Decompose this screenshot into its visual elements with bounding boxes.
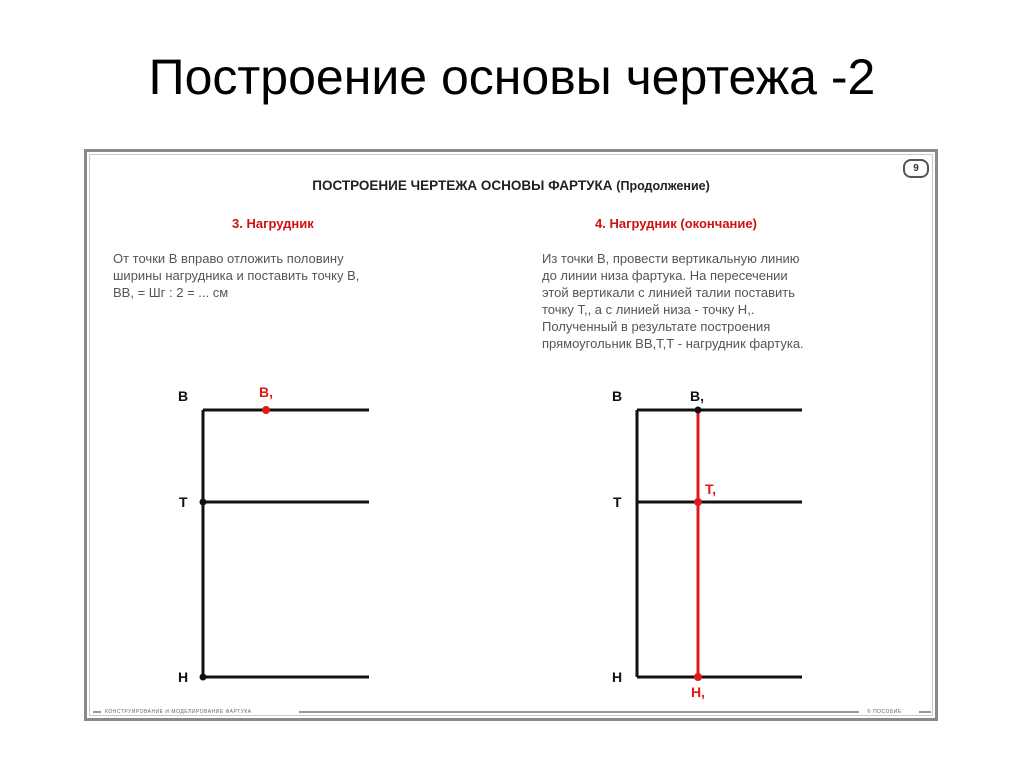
slide-title: Построение основы чертежа -2 bbox=[148, 49, 876, 105]
left-label-h: Н bbox=[178, 669, 189, 685]
right-text-line: Полученный в результате построения bbox=[542, 319, 771, 334]
right-text-line: прямоугольник ВВ,Т,Т - нагрудник фартука. bbox=[542, 336, 804, 351]
left-point-b1 bbox=[262, 406, 270, 414]
right-text-line: Из точки В, провести вертикальную линию bbox=[542, 251, 800, 266]
left-text-line: От точки В вправо отложить половину bbox=[113, 251, 344, 266]
left-label-t: Т bbox=[179, 494, 188, 510]
left-point-t bbox=[200, 499, 207, 506]
left-section-heading: 3. Нагрудник bbox=[232, 216, 314, 231]
right-text-line: до линии низа фартука. На пересечении bbox=[542, 268, 788, 283]
right-label-b1: В, bbox=[690, 388, 704, 404]
right-text-line: точку Т,, а с линией низа - точку Н,. bbox=[542, 302, 755, 317]
left-point-h bbox=[200, 674, 207, 681]
right-point-t1 bbox=[694, 498, 702, 506]
right-label-b: В bbox=[612, 388, 623, 404]
right-label-h: Н bbox=[612, 669, 623, 685]
left-label-b: В bbox=[178, 388, 189, 404]
footer-right-text: © ПОСОБИЕ bbox=[867, 709, 902, 715]
right-label-h1: Н, bbox=[691, 684, 705, 700]
page-number-badge: 9 bbox=[903, 159, 929, 178]
card-title-suffix: (Продолжение) bbox=[616, 179, 710, 193]
right-point-b1 bbox=[695, 407, 702, 414]
card-title-main: ПОСТРОЕНИЕ ЧЕРТЕЖА ОСНОВЫ ФАРТУКА bbox=[312, 178, 613, 193]
right-point-h1 bbox=[694, 673, 702, 681]
left-text-line: ширины нагрудника и поставить точку В, bbox=[113, 268, 360, 283]
right-draft bbox=[612, 388, 802, 700]
footer-left-text: КОНСТРУИРОВАНИЕ И МОДЕЛИРОВАНИЕ ФАРТУКА bbox=[105, 709, 252, 715]
left-draft bbox=[178, 384, 369, 685]
right-label-t: Т bbox=[613, 494, 622, 510]
left-text-line: ВВ, = Шг : 2 = ... см bbox=[113, 285, 229, 300]
right-section-heading: 4. Нагрудник (окончание) bbox=[595, 216, 757, 231]
right-label-t1: Т, bbox=[705, 481, 717, 497]
left-label-b1: В, bbox=[259, 384, 273, 400]
right-text-line: этой вертикали с линией талии поставить bbox=[542, 285, 796, 300]
